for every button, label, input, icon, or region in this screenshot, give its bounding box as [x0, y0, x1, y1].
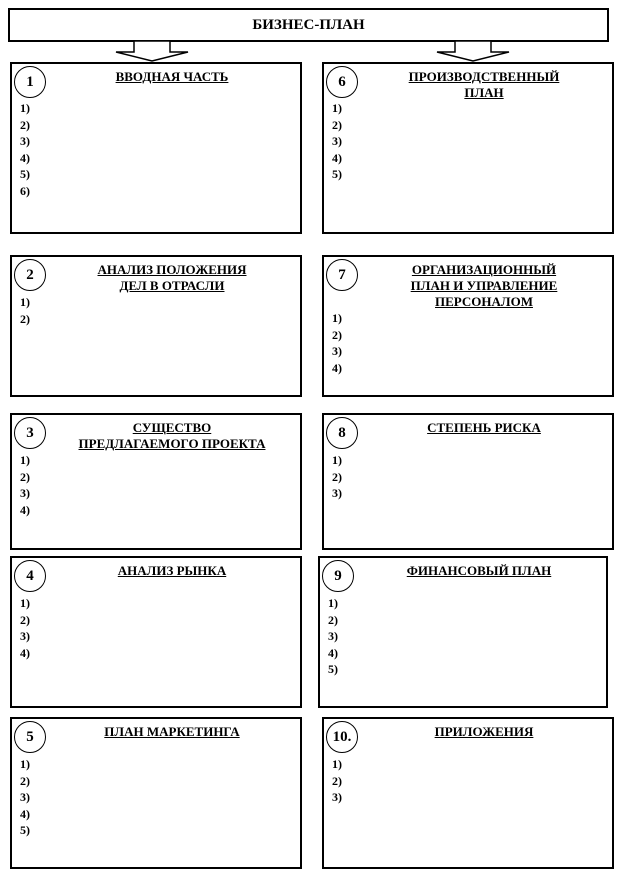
section-list-item: 5): [328, 662, 338, 677]
section-list-item: 2): [332, 773, 342, 788]
section-list-item: 6): [20, 183, 30, 198]
section-list-item: 2): [332, 327, 342, 342]
section-title: АНАЛИЗ РЫНКА: [117, 563, 227, 578]
section-item-list: [332, 756, 342, 806]
section-list-item: 4): [20, 502, 30, 517]
section-list-item: 4): [332, 360, 342, 375]
section-list-item: 1): [20, 757, 30, 771]
section-box-5: [10, 717, 302, 869]
section-box-2: [10, 255, 302, 397]
section-item-list: [20, 100, 30, 200]
section-title: ОРГАНИЗАЦИОННЫЙ ПЛАН И УПРАВЛЕНИЕ ПЕРСОНАЛОМ: [410, 262, 558, 309]
section-number-circle: 10.: [326, 721, 358, 753]
section-list-item: 2): [332, 469, 342, 484]
section-box-10: [322, 717, 614, 869]
section-list-item: 2): [20, 311, 30, 326]
section-list-item: 4): [20, 150, 30, 165]
section-list-item: 4): [20, 806, 30, 821]
section-number-circle: 6: [326, 66, 358, 98]
section-list-item: 4): [20, 645, 30, 660]
section-list-item: 5): [20, 823, 30, 838]
section-list-item: 1): [20, 295, 30, 309]
section-item-list: [332, 452, 342, 502]
section-box-3: [10, 413, 302, 550]
section-number-circle: 8: [326, 417, 358, 449]
section-title: СУЩЕСТВО ПРЕДЛАГАЕМОГО ПРОЕКТА: [78, 420, 266, 451]
section-box-7: [322, 255, 614, 397]
section-number-circle: 2: [14, 259, 46, 291]
section-list-item: 3): [20, 790, 30, 805]
section-list-item: 3): [20, 629, 30, 644]
section-title: ПЛАН МАРКЕТИНГА: [104, 724, 240, 739]
section-list-item: 3): [332, 790, 342, 805]
section-list-item: 3): [20, 134, 30, 149]
section-title: СТЕПЕНЬ РИСКА: [427, 420, 541, 435]
section-list-item: 1): [332, 757, 342, 771]
section-list-item: 2): [20, 612, 30, 627]
section-number-circle: 4: [14, 560, 46, 592]
section-list-item: 3): [328, 629, 338, 644]
section-item-list: [20, 595, 30, 661]
section-title: ФИНАНСОВЫЙ ПЛАН: [406, 563, 552, 578]
section-list-item: 1): [328, 596, 338, 610]
section-list-item: 5): [20, 167, 30, 182]
section-title: ПРОИЗВОДСТВЕННЫЙ ПЛАН: [408, 69, 560, 100]
section-box-4: [10, 556, 302, 708]
section-item-list: [332, 310, 342, 376]
section-number-circle: 7: [326, 259, 358, 291]
section-list-item: 3): [332, 486, 342, 501]
section-list-item: 3): [20, 486, 30, 501]
section-list-item: 2): [332, 117, 342, 132]
section-list-item: 4): [332, 150, 342, 165]
section-number-circle: 5: [14, 721, 46, 753]
section-list-item: 5): [332, 167, 342, 182]
section-list-item: 1): [332, 101, 342, 115]
section-title: ВВОДНАЯ ЧАСТЬ: [115, 69, 229, 84]
section-list-item: 1): [20, 596, 30, 610]
section-box-1: [10, 62, 302, 234]
section-box-6: [322, 62, 614, 234]
section-item-list: [20, 294, 30, 327]
section-list-item: 1): [20, 453, 30, 467]
section-list-item: 4): [328, 645, 338, 660]
section-list-item: 2): [20, 773, 30, 788]
section-item-list: [328, 595, 338, 678]
section-list-item: 3): [332, 344, 342, 359]
business-plan-title: БИЗНЕС-ПЛАН: [8, 8, 609, 42]
section-list-item: 1): [332, 311, 342, 325]
section-list-item: 1): [332, 453, 342, 467]
section-title: АНАЛИЗ ПОЛОЖЕНИЯ ДЕЛ В ОТРАСЛИ: [97, 262, 247, 293]
down-arrow-left-icon: [112, 40, 192, 62]
section-number-circle: 1: [14, 66, 46, 98]
down-arrow-right-icon: [433, 40, 513, 62]
section-number-circle: 9: [322, 560, 354, 592]
section-list-item: 1): [20, 101, 30, 115]
section-box-9: [318, 556, 608, 708]
section-title: ПРИЛОЖЕНИЯ: [434, 724, 534, 739]
section-item-list: [20, 756, 30, 839]
section-list-item: 2): [328, 612, 338, 627]
section-box-8: [322, 413, 614, 550]
section-list-item: 2): [20, 117, 30, 132]
section-number-circle: 3: [14, 417, 46, 449]
section-list-item: 3): [332, 134, 342, 149]
section-list-item: 2): [20, 469, 30, 484]
section-item-list: [20, 452, 30, 518]
section-item-list: [332, 100, 342, 183]
